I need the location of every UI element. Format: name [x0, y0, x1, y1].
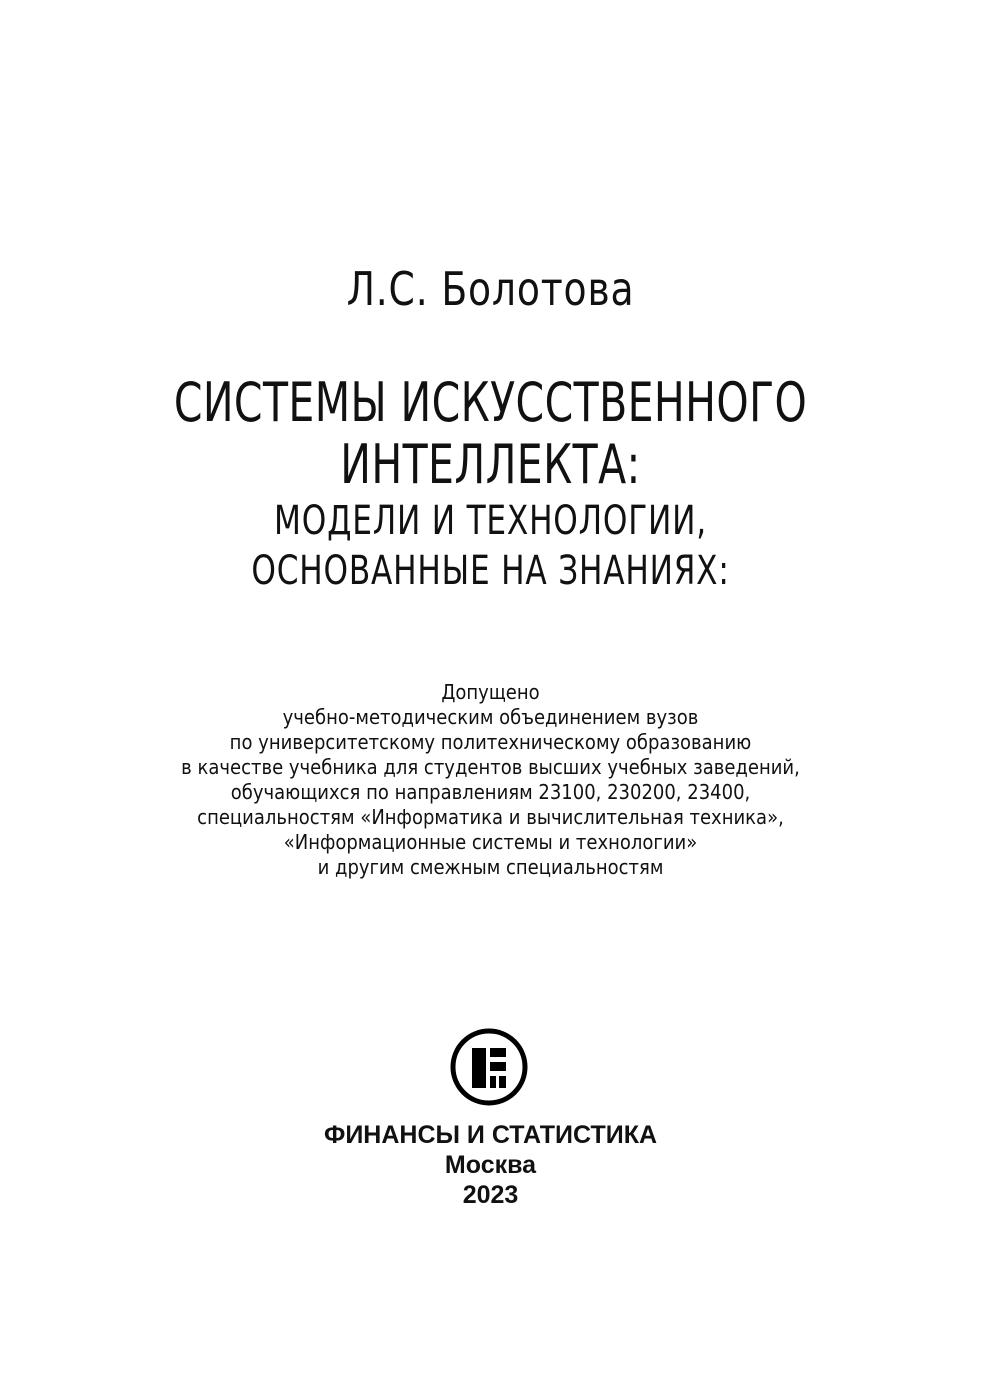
author-name: Л.С. Болотова — [346, 262, 635, 316]
approval-line-2: учебно-методическим объединением вузов — [282, 705, 699, 729]
approval-line-6: специальностям «Информатика и вычислительная техника», — [197, 805, 784, 829]
approval-line-1: Допущено — [441, 680, 540, 704]
approval-statement — [0, 680, 981, 880]
approval-line-5: обучающихся по направлениям 23100, 230200, 23400, — [230, 780, 751, 804]
approval-line-7: «Информационные системы и технологии» — [283, 830, 698, 854]
publisher-logo-icon — [450, 1028, 528, 1106]
publisher-block — [0, 1120, 981, 1210]
approval-line-8: и другим смежным специальностям — [317, 855, 664, 879]
approval-line-3: по университетскому политехническому образованию — [229, 730, 752, 754]
subtitle-line-1: МОДЕЛИ И ТЕХНОЛОГИИ, — [274, 498, 707, 544]
book-title — [0, 372, 981, 596]
title-line-1: СИСТЕМЫ ИСКУССТВЕННОГО — [173, 371, 808, 434]
publisher-name: ФИНАНСЫ И СТАТИСТИКА — [323, 1121, 658, 1149]
subtitle-line-2: ОСНОВАННЫЕ НА ЗНАНИЯХ: — [251, 548, 730, 594]
title-line-2: ИНТЕЛЛЕКТА: — [340, 433, 641, 496]
approval-line-4: в качестве учебника для студентов высших учебных заведений, — [181, 755, 800, 779]
publisher-city: Москва — [444, 1151, 537, 1179]
publication-year: 2023 — [462, 1181, 519, 1209]
